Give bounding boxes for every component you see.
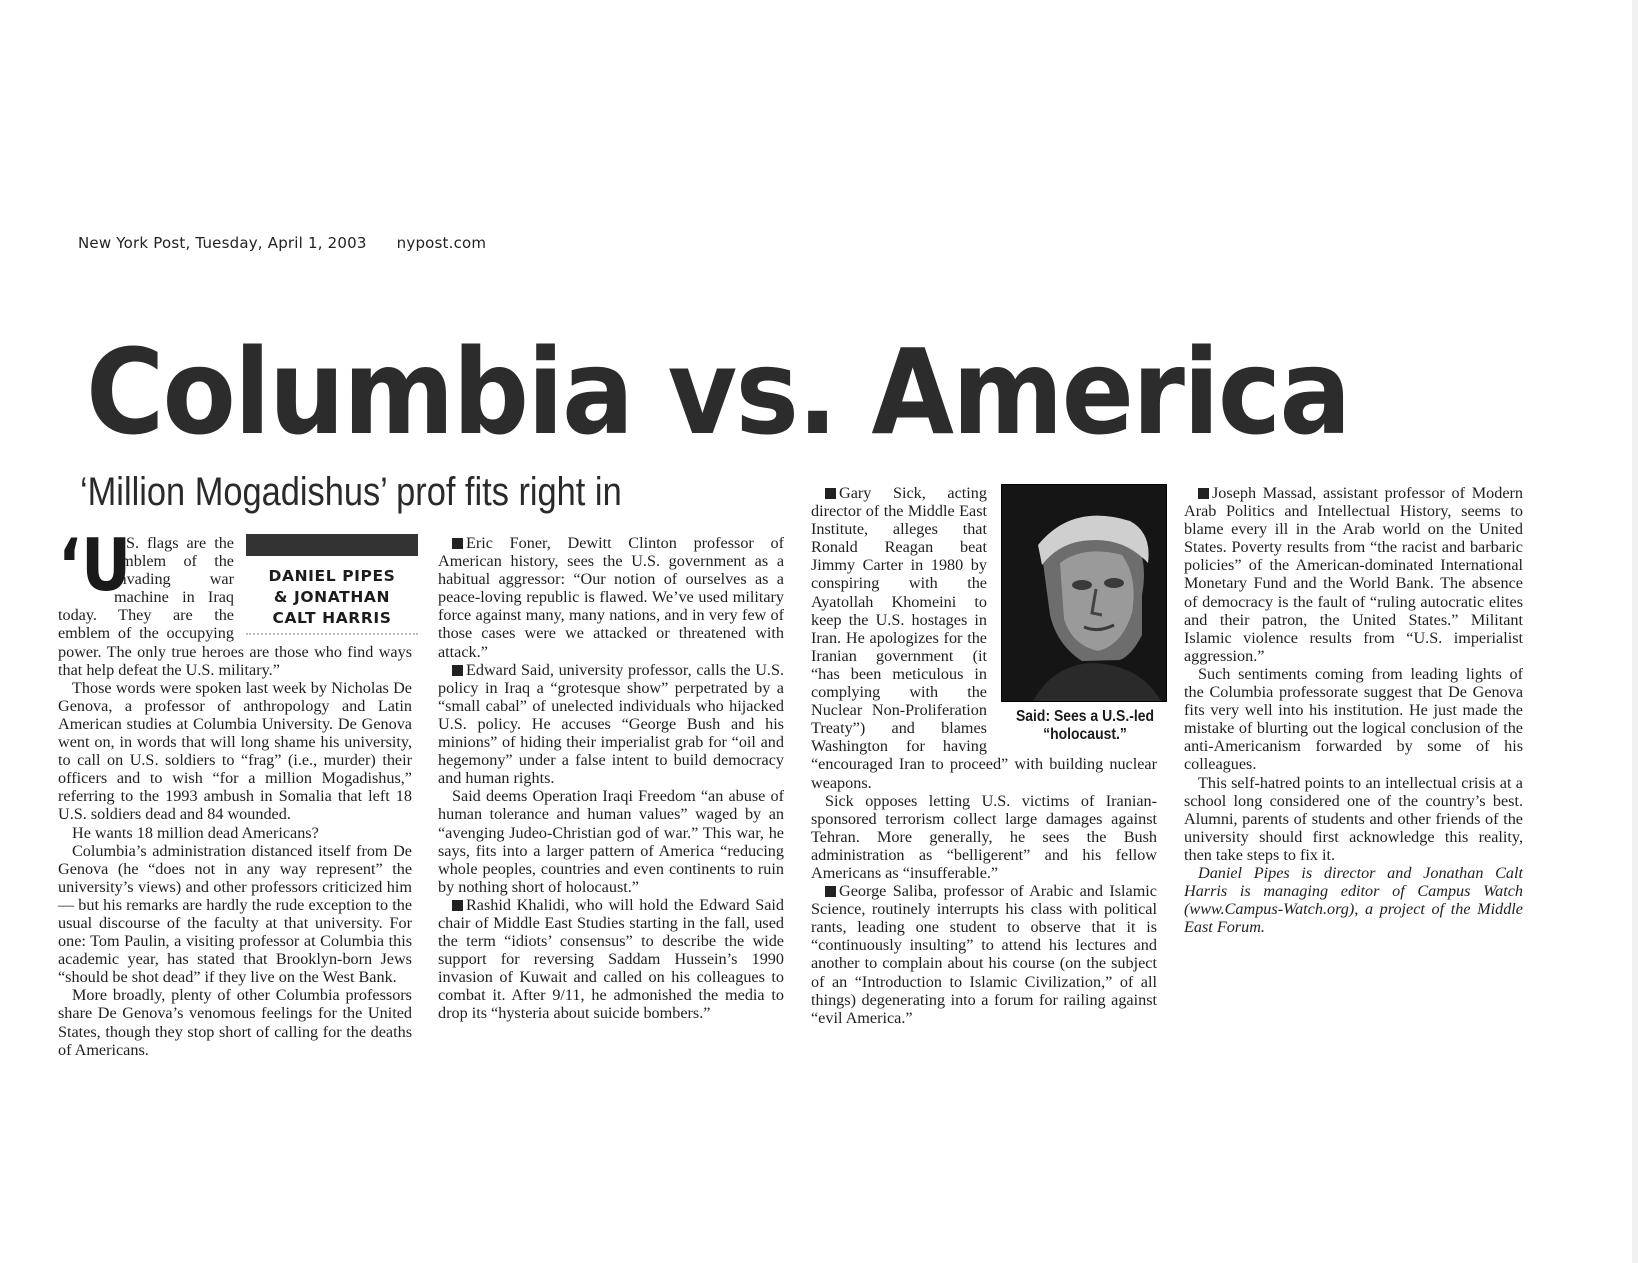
paragraph: Joseph Massad, assistant professor of Modern Arab Politics and Intellectual History, seems to blame every ill in the Arab world on the United States. Poverty results from “the racist and barbaric policies” of the American-dominated International Monetary Fund and the World Bank. The absence of democracy is the fault of “ruling autocratic elites and their patron, the United States.” Militant Islamic violence results from “U.S. imperialist aggression.”: [1184, 484, 1523, 665]
byline: [246, 534, 418, 635]
byline-line-2: & JONATHAN: [273, 588, 391, 606]
paragraph: George Saliba, professor of Arabic and Islamic Science, routinely interrupts his class with political rants, leading one student to observe that it is “continuously insulting” to attend his lectures and another to complain about his course (on the subject of an “Introduction to Islamic Civilization,” of all things) degenerating into a forum for railing against “evil America.”: [811, 882, 1157, 1027]
article-column-1: [58, 523, 412, 1059]
square-bullet-icon: [825, 488, 836, 499]
paragraph: Gary Sick, acting director of the Middle East Institute, alleges that Ronald Reagan beat Jimmy Carter in 1980 by conspiring with the Ayatollah Khomeini to keep the U.S. hostages in Iran. He apologizes for the Iranian government (it “has been meticulous in complying with the Nuclear Non-Proliferation Treaty”) and blames Washington for having “encouraged Iran to proceed” with building nuclear weapons.: [811, 484, 1157, 792]
portrait-image: [1002, 485, 1167, 702]
byline-rule: [246, 633, 418, 635]
article-column-4: [1184, 484, 1523, 936]
byline-line-3: CALT HARRIS: [272, 609, 392, 627]
paragraph: More broadly, plenty of other Columbia professors share De Genova’s venomous feelings for the United States, though they stop short of calling for the deaths of Americans.: [58, 986, 412, 1059]
paragraph: Eric Foner, Dewitt Clinton professor of American history, sees the U.S. government as a habitual aggressor: “Our notion of ourselves as a peace-loving republic is flawed. We’ve used military force against many, many nations, and in very few of those cases were we attacked or threatened with attack.”: [438, 534, 784, 661]
photo-caption: Said: Sees a U.S.-led “holocaust.”: [1015, 708, 1155, 743]
square-bullet-icon: [1198, 488, 1209, 499]
masthead: [78, 234, 486, 252]
deck: ‘Million Mogadishus’ prof fits right in: [80, 470, 622, 514]
photo: [1001, 484, 1169, 744]
square-bullet-icon: [452, 900, 463, 911]
square-bullet-icon: [452, 665, 463, 676]
paragraph: He wants 18 million dead Americans?: [72, 823, 319, 842]
paragraph: Rashid Khalidi, who will hold the Edward Said chair of Middle East Studies starting in the fall, used the term “idiots’ consensus” to describe the wide support for reversing Saddam Hussein’s 1990 invasion of Kuwait and called on his colleagues to combat it. After 9/11, he admonished the media to drop its “hysteria about suicide bombers.”: [438, 895, 784, 1023]
drop-cap: ‘U: [58, 523, 131, 607]
paragraph: Columbia’s administration distanced itself from De Genova (he “does not in any way represent” the university’s views) and other professors criticized him — but his remarks are hardly the rude exception to the usual discourse of the faculty at that university. For one: Tom Paulin, a visiting professor at Columbia this academic year, has stated that Brooklyn-born Jews “should be shot dead” if they live on the West Bank.: [58, 841, 412, 987]
lead-text: . S. flags are the emblem of the invading war machine in Iraq today. They are the emblem of the occupying power. The only true heroes are those who find ways that help defeat the U.S. military.”: [58, 534, 412, 679]
paragraph: Said deems Operation Iraqi Freedom “an abuse of human tolerance and human values” waged by an “avenging Judeo-Christian god of war.” This war, he says, fits into a larger pattern of America “reducing whole peoples, countries and even continents to ruin by nothing short of holocaust.”: [438, 787, 784, 896]
article-column-2: [438, 534, 784, 1023]
paragraph: Sick opposes letting U.S. victims of Iranian-sponsored terrorism collect large damages against Tehran. More generally, he sees the Bush administration as “belligerent” and his fellow Americans as “insufferable.”: [811, 791, 1157, 882]
headline: Columbia vs. America: [86, 323, 1350, 461]
paragraph: This self-hatred points to an intellectual crisis at a school long considered one of the country’s best. Alumni, parents of students and other friends of the university should first acknowledge this reality, then take steps to fix it.: [1184, 773, 1523, 864]
byline-line-1: DANIEL PIPES: [268, 567, 396, 585]
square-bullet-icon: [825, 886, 836, 897]
byline-bar: [246, 534, 418, 556]
scan-edge: [1632, 0, 1638, 1263]
paragraph: Edward Said, university professor, calls the U.S. policy in Iraq a “grotesque show” perpetrated by a “small cabal” of unelected individuals who hijacked U.S. policy. He accuses “George Bush and his minions” of hiding their imperialist grab for “oil and hegemony” under a false intent to build democracy and human rights.: [438, 660, 784, 788]
square-bullet-icon: [452, 538, 463, 549]
paragraph: Such sentiments coming from leading lights of the Columbia professorate suggest that De Genova fits very well into his institution. He just made the mistake of blurting out the logical conclusion of the anti-Americanism forwarded by some of his colleagues.: [1184, 664, 1523, 774]
author-tagline: Daniel Pipes is director and Jonathan Calt Harris is managing editor of Campus Watch (www.Campus-Watch.org), a project of the Middle East Forum.: [1184, 863, 1523, 937]
dateline: New York Post, Tuesday, April 1, 2003: [78, 234, 367, 252]
article-column-3: [811, 484, 1157, 1027]
portrait-photo: [1001, 484, 1167, 702]
site-url: nypost.com: [396, 234, 487, 252]
paragraph: Those words were spoken last week by Nicholas De Genova, a professor of anthropology and Latin American studies at Columbia University. De Genova went on, in words that will long shame his university, to call on U.S. soldiers to “frag” (i.e., murder) their officers and to wish “for a million Mogadishus,” referring to the 1993 ambush in Somalia that left 18 U.S. soldiers dead and 84 wounded.: [58, 678, 412, 824]
